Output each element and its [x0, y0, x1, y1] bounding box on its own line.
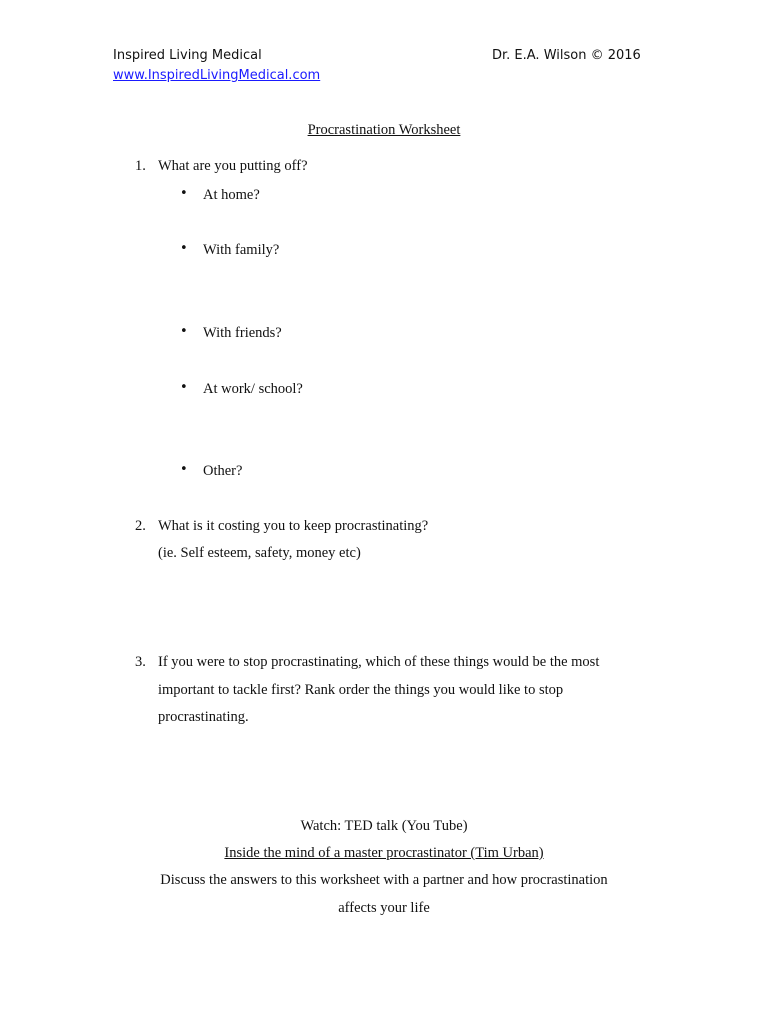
bullet-icon: •: [180, 241, 188, 256]
question-3-line-2: important to tackle first? Rank order the things you would like to stop: [158, 682, 564, 698]
author-copyright: Dr. E.A. Wilson © 2016: [492, 48, 641, 63]
bullet-icon: •: [180, 380, 188, 395]
question-1-text: What are you putting off?: [158, 158, 308, 174]
item-at-home: At home?: [203, 187, 260, 203]
discuss-line-1: Discuss the answers to this worksheet with a partner and how procrastination: [160, 872, 608, 888]
question-2-text: What is it costing you to keep procrastinating?: [158, 518, 429, 534]
bullet-icon: •: [180, 324, 188, 339]
bullet-icon: •: [180, 462, 188, 477]
item-at-work-school: At work/ school?: [203, 381, 303, 397]
question-3-number: 3.: [135, 654, 146, 670]
org-name: Inspired Living Medical: [113, 48, 262, 63]
discuss-line-2: affects your life: [338, 900, 430, 916]
website-link[interactable]: www.InspiredLivingMedical.com: [113, 68, 321, 83]
question-2-note: (ie. Self esteem, safety, money etc): [158, 545, 361, 561]
watch-ted-talk: Watch: TED talk (You Tube): [300, 818, 468, 834]
question-3-line-1: If you were to stop procrastinating, which of these things would be the most: [158, 654, 600, 670]
item-with-friends: With friends?: [203, 325, 282, 341]
ted-talk-title: Inside the mind of a master procrastinator (Tim Urban): [224, 845, 544, 861]
item-with-family: With family?: [203, 242, 280, 258]
question-2-number: 2.: [135, 518, 146, 534]
question-3-line-3: procrastinating.: [158, 709, 249, 725]
worksheet-title: Procrastination Worksheet: [307, 122, 461, 138]
question-1-number: 1.: [135, 158, 146, 174]
item-other: Other?: [203, 463, 243, 479]
bullet-icon: •: [180, 186, 188, 201]
